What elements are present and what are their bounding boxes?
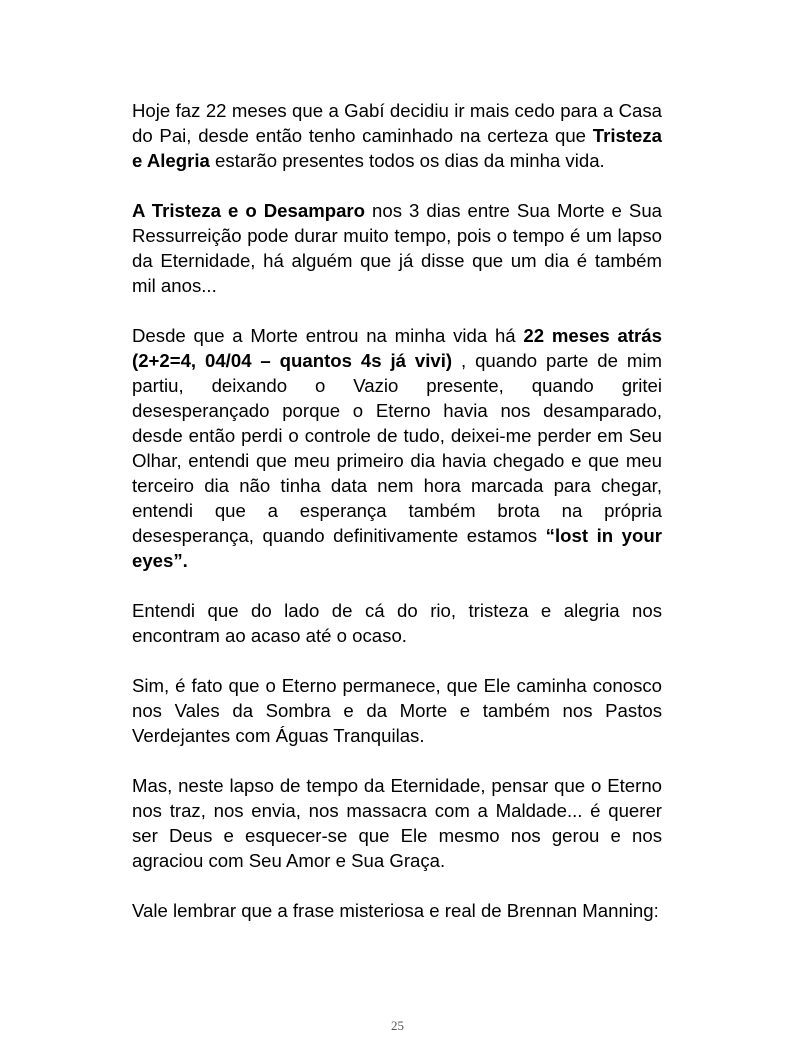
text-run: Vale lembrar que a frase misteriosa e real de Brennan Manning: <box>132 900 659 921</box>
paragraph-7 <box>132 898 662 923</box>
text-run: Mas, neste lapso de tempo da Eternidade, pensar que o Eterno nos traz, nos envia, nos massacra com a Maldade... é querer ser Deus e esquecer-se que Ele mesmo nos gerou e nos agraciou com Seu Amor e Sua Graça. <box>132 775 662 871</box>
document-body <box>132 98 662 948</box>
text-run: , quando parte de mim partiu, deixando o Vazio presente, quando gritei desesperançado porque o Eterno havia nos desamparado, desde então perdi o controle de tudo, deixei-me perder em Seu Olhar, entendi que meu primeiro dia havia chegado e que meu terceiro dia não tinha data nem hora marcada para chegar, entendi que a esperança também brota na própria desesperança, quando definitivamente estamos <box>132 350 662 546</box>
paragraph-2 <box>132 198 662 298</box>
text-run: Entendi que do lado de cá do rio, tristeza e alegria nos encontram ao acaso até o ocaso. <box>132 600 662 646</box>
text-run: nos 3 dias entre Sua Morte e Sua Ressurreição pode durar muito tempo, pois o tempo é um lapso da Eternidade, há alguém que já disse que um dia é também mil anos... <box>132 200 662 296</box>
paragraph-4 <box>132 598 662 648</box>
paragraph-3 <box>132 323 662 573</box>
page-number: 25 <box>391 1018 404 1033</box>
bold-text: A Tristeza e o Desamparo <box>132 200 366 221</box>
text-run: Sim, é fato que o Eterno permanece, que Ele caminha conosco nos Vales da Sombra e da Morte e também nos Pastos Verdejantes com Águas Tranquilas. <box>132 675 662 746</box>
paragraph-1 <box>132 98 662 173</box>
bold-text: Tristeza e Alegria <box>132 125 662 171</box>
paragraph-5 <box>132 673 662 748</box>
text-run: estarão presentes todos os dias da minha vida. <box>209 150 605 171</box>
text-run: Desde que a Morte entrou na minha vida há <box>132 325 524 346</box>
bold-text: 22 meses atrás (2+2=4, 04/04 – quantos 4s já vivi) <box>132 325 662 371</box>
paragraph-6 <box>132 773 662 873</box>
bold-text: “lost in your eyes”. <box>132 525 662 571</box>
text-run: Hoje faz 22 meses que a Gabí decidiu ir mais cedo para a Casa do Pai, desde então tenho caminhado na certeza que <box>132 100 662 146</box>
